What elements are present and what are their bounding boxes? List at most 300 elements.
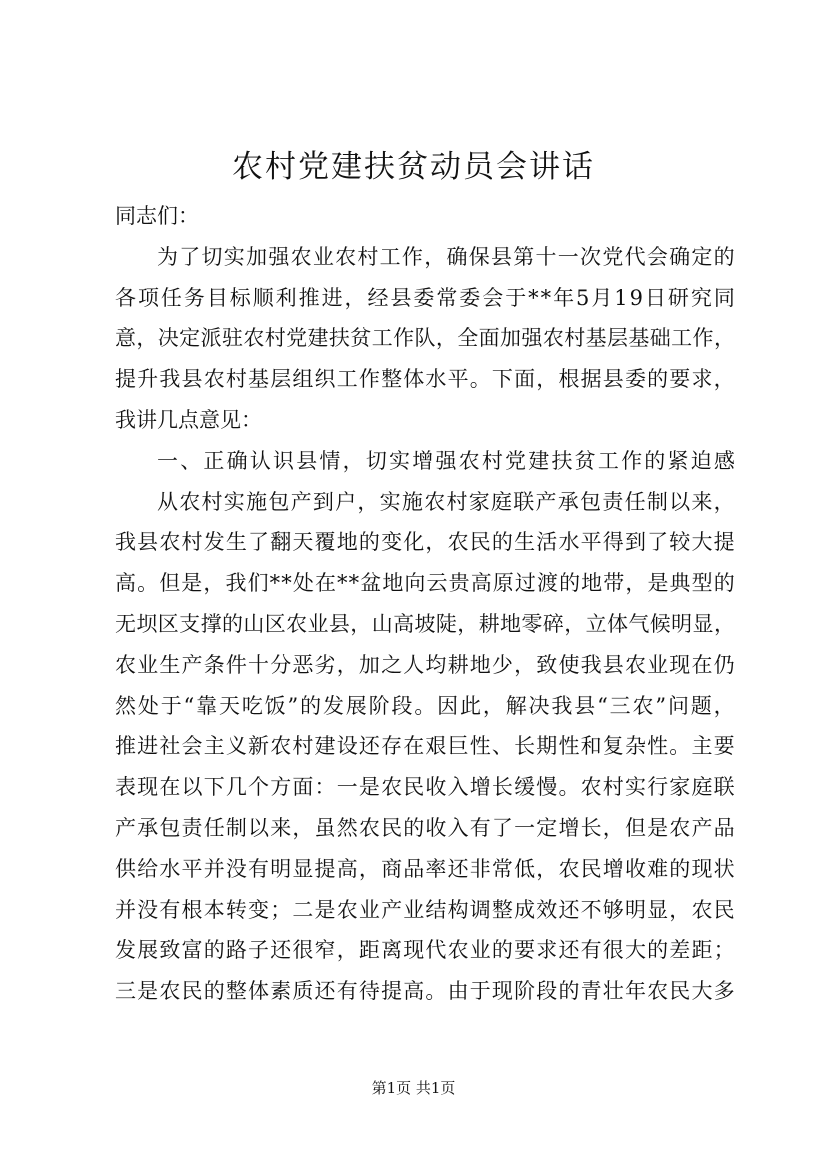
char: 明 [624,897,646,922]
char: 农 [624,652,646,677]
char: 吃 [241,693,263,718]
char: 撑 [200,611,222,636]
char: 标 [229,285,251,310]
char: 根 [558,367,580,392]
char: 决 [157,326,179,351]
char: 还 [358,734,380,759]
char: 平 [447,367,469,392]
char: 县 [137,530,159,555]
char: 义 [225,734,247,759]
char: 效 [536,897,558,922]
char: 品 [403,856,425,881]
char: 承 [557,489,579,514]
char: 庭 [490,489,512,514]
char: 的 [558,979,580,1004]
char: 段 [391,693,413,718]
char: 贵 [448,571,470,596]
char: 保 [468,244,490,269]
char: ； [713,938,735,963]
char: 的 [358,530,380,555]
char: 施 [401,489,423,514]
char: 包 [159,815,181,840]
char: 盆 [360,571,382,596]
char: 的 [647,367,669,392]
char: 认 [249,448,271,473]
char: 增 [412,448,434,473]
char: 农 [691,897,713,922]
char: 切 [201,244,223,269]
char: 任 [160,285,182,310]
char: 变 [248,897,270,922]
char: 窄 [314,938,336,963]
paragraph-line [115,318,735,359]
char: 工 [671,326,693,351]
char: 的 [300,693,322,718]
char: 现 [669,652,691,677]
char: 。 [137,571,159,596]
char: 确 [446,244,468,269]
char: 基 [248,367,270,392]
char: 大 [691,530,713,555]
char: ， [136,326,158,351]
char: 、 [491,734,513,759]
char: 作 [358,367,380,392]
char: 多 [713,979,735,1004]
char: 素 [270,979,292,1004]
char: 任 [624,489,646,514]
char: 我 [159,367,181,392]
paragraph-line [115,930,735,971]
char: 于 [469,979,491,1004]
char: 平 [181,856,203,881]
char: 陡 [435,611,457,636]
char: ： [314,775,336,800]
char: 现 [491,979,513,1004]
char: 方 [270,775,292,800]
char: 层 [270,367,292,392]
char: 根 [181,897,203,922]
char: 农 [358,815,380,840]
char: 户 [335,489,357,514]
char: 贫 [350,326,372,351]
char: 工 [371,326,393,351]
char: 队 [414,326,436,351]
char: 劣 [314,652,336,677]
char: 结 [425,897,447,922]
document-title: 农村党建扶贫动员会讲话 [232,149,595,185]
char: 实 [223,244,245,269]
char: 增 [558,815,580,840]
char: 向 [404,571,426,596]
document-body [115,196,735,1012]
char: 水 [558,530,580,555]
char: 是 [314,897,336,922]
char: ” [655,693,667,718]
char: 无 [115,611,136,636]
char: 次 [580,244,602,269]
char: 行 [647,775,669,800]
char: 转 [225,897,247,922]
char: 主 [691,734,713,759]
char: 在 [159,775,181,800]
char: 化 [403,530,425,555]
char: 贫 [574,448,596,473]
char: * [348,571,360,596]
char: 现 [691,856,713,881]
char: 包 [268,489,290,514]
char: 仍 [713,652,735,677]
char: * [269,571,281,596]
char: 的 [644,448,666,473]
char: 典 [669,571,691,596]
char: * [281,571,292,596]
char: 然 [115,693,136,718]
char: 委 [413,285,435,310]
char: 分 [270,652,292,677]
char: 县 [490,244,512,269]
char: 给 [137,856,159,881]
char: ， [358,856,380,881]
char: 到 [312,489,334,514]
char: 委 [624,367,646,392]
char: ， [203,571,225,596]
char: 壮 [602,979,624,1004]
char: 还 [447,856,469,881]
char: 解 [505,693,527,718]
char: 碎 [542,611,564,636]
char: 家 [468,489,490,514]
char: 质 [292,979,314,1004]
char: 建 [528,448,550,473]
char: ， [336,938,358,963]
char: 定 [536,815,558,840]
char: “ [183,693,195,718]
char: 件 [225,652,247,677]
char: 从 [157,489,178,514]
char: 。 [469,367,491,392]
char: 加 [500,326,522,351]
char: 民 [403,775,425,800]
char: 会 [646,244,668,269]
char: 难 [647,856,669,881]
char: 收 [425,775,447,800]
char: 全 [457,326,479,351]
paragraph-line [115,237,735,278]
char: 感 [713,448,735,473]
char: 入 [447,815,469,840]
paragraph-line [115,563,735,604]
char: 三 [609,693,631,718]
char: 在 [314,571,336,596]
salutation-line [115,196,735,237]
char: 了 [248,530,270,555]
char: 低 [514,856,536,881]
char: 三 [115,979,136,1004]
char: 的 [669,856,691,881]
char: 县 [602,367,624,392]
char: 农 [632,693,654,718]
char: 山 [243,611,265,636]
char: 农 [286,611,308,636]
char: 委 [459,285,481,310]
char: 承 [137,815,159,840]
char: 。 [414,693,436,718]
char: 区 [264,611,286,636]
char: 有 [469,815,491,840]
char: 性 [558,734,580,759]
char: 二 [292,897,314,922]
char: 天 [292,530,314,555]
char: 表 [115,775,136,800]
char: 农 [580,775,602,800]
char: 慢 [536,775,558,800]
char: 民 [580,856,602,881]
char: 变 [381,530,403,555]
char: 很 [602,938,624,963]
char: 村 [201,489,223,514]
char: 农 [447,938,469,963]
char: 复 [602,734,624,759]
char: 调 [469,897,491,922]
char: 高 [115,571,136,596]
char: 的 [713,244,735,269]
char: 地 [581,571,603,596]
section-heading [115,441,735,482]
char: ， [536,367,558,392]
char: 实 [379,489,401,514]
char: 使 [558,652,580,677]
char: ， [713,326,735,351]
paragraph-line [115,890,735,931]
char: 靠 [196,693,218,718]
char: 距 [358,938,380,963]
char: 定 [691,244,713,269]
char: 有 [580,938,602,963]
char: 坡 [414,611,436,636]
char: ； [270,897,292,922]
char: 支 [179,611,201,636]
char: 正 [203,448,225,473]
char: 党 [505,448,527,473]
paragraph-line [115,849,735,890]
char: 活 [536,530,558,555]
char: 日 [644,285,666,310]
char: 致 [536,652,558,677]
char: 县 [181,367,203,392]
char: 是 [647,571,669,596]
char: ， [435,326,457,351]
char: 县 [328,611,350,636]
char: 利 [275,285,297,310]
char: 年 [553,285,575,310]
char: 还 [558,938,580,963]
char: 和 [580,734,602,759]
char: 升 [137,367,159,392]
char: 阶 [368,693,390,718]
char: ， [457,611,479,636]
char: 收 [624,856,646,881]
char: 我 [580,652,602,677]
char: 题 [690,693,712,718]
char: 加 [246,244,268,269]
char: 各 [115,285,136,310]
char: 民 [181,979,203,1004]
char: 的 [221,611,243,636]
char: 进 [321,285,343,310]
char: 差 [669,938,691,963]
paragraph-line [115,359,735,400]
char: 明 [671,611,693,636]
char: 长 [491,775,513,800]
char: 覆 [314,530,336,555]
char: 供 [115,856,136,881]
char: 党 [286,326,308,351]
char: 提 [314,856,336,881]
char: 组 [292,367,314,392]
char: 础 [649,326,671,351]
char: 天 [218,693,240,718]
char: 农 [203,367,225,392]
char: 作 [621,448,643,473]
char: 体 [606,611,628,636]
char: 以 [181,775,203,800]
char: 以 [248,815,270,840]
char: 实 [389,448,411,473]
char: 制 [646,489,668,514]
char: 确 [226,448,248,473]
char: 很 [292,938,314,963]
char: 待 [358,979,380,1004]
char: 一 [336,775,358,800]
char: 5 [576,285,590,310]
char: 构 [447,897,469,922]
char: 阶 [514,979,536,1004]
char: 农 [542,326,564,351]
char: 几 [225,775,247,800]
char: 还 [558,897,580,922]
char: 的 [491,530,513,555]
char: 之 [381,652,403,677]
char: 农 [243,326,265,351]
char: 。 [425,979,447,1004]
char: 村 [181,530,203,555]
char: 。 [558,775,580,800]
char: 农 [159,530,181,555]
char: 村 [292,734,314,759]
char: 产 [535,489,557,514]
char: 条 [203,652,225,677]
char: 建 [314,734,336,759]
char: 高 [393,611,415,636]
char: 业 [469,938,491,963]
char: 候 [649,611,671,636]
char: 工 [379,244,401,269]
char: 云 [426,571,448,596]
char: 缓 [514,775,536,800]
char: 村 [264,326,286,351]
char: 情 [319,448,341,473]
char: ， [713,611,735,636]
char: 有 [336,979,358,1004]
char: 。 [669,734,691,759]
paragraph-line [115,278,735,319]
char: 艰 [425,734,447,759]
char: 为 [157,244,178,269]
char: 的 [559,571,581,596]
char: 明 [270,856,292,881]
char: 较 [669,530,691,555]
char: 织 [314,367,336,392]
char: 平 [580,530,602,555]
char: 社 [159,734,181,759]
char: ， [482,693,504,718]
char: 基 [585,326,607,351]
char: 农 [270,734,292,759]
char: 、 [180,448,202,473]
char: 地 [336,530,358,555]
char: 村 [446,489,468,514]
char: 究 [690,285,712,310]
char: 农 [335,244,357,269]
char: 要 [669,367,691,392]
char: 于 [505,285,527,310]
char: 产 [691,815,713,840]
char: 十 [248,652,270,677]
char: 但 [159,571,181,596]
paragraph-line [115,482,735,523]
char: 产 [381,897,403,922]
char: 责 [181,815,203,840]
char: 常 [491,856,513,881]
char: 富 [181,938,203,963]
char: 定 [179,326,201,351]
char: 耕 [447,652,469,677]
char: 是 [137,979,159,1004]
char: 农 [115,652,136,677]
char: 推 [298,285,320,310]
char: 了 [179,244,201,269]
char: 过 [514,571,536,596]
char: 并 [203,856,225,881]
char: 主 [203,734,225,759]
char: 作 [692,326,714,351]
char: 青 [580,979,602,1004]
char: 联 [513,489,535,514]
char: 面 [478,326,500,351]
char: 建 [307,326,329,351]
char: 下 [203,775,225,800]
char: 率 [425,856,447,881]
char: 作 [401,244,423,269]
char: 渡 [536,571,558,596]
char: 强 [268,244,290,269]
char: 代 [425,938,447,963]
char: 水 [159,856,181,881]
char: 在 [691,652,713,677]
char: 杂 [624,734,646,759]
char: 业 [647,652,669,677]
char: 农 [458,448,480,473]
char: 展 [137,938,159,963]
char: * [540,285,552,310]
char: 成 [514,897,536,922]
char: 到 [624,530,646,555]
char: 气 [628,611,650,636]
char: 长 [514,734,536,759]
char: 月 [591,285,613,310]
char: ， [625,571,647,596]
char: 作 [393,326,415,351]
